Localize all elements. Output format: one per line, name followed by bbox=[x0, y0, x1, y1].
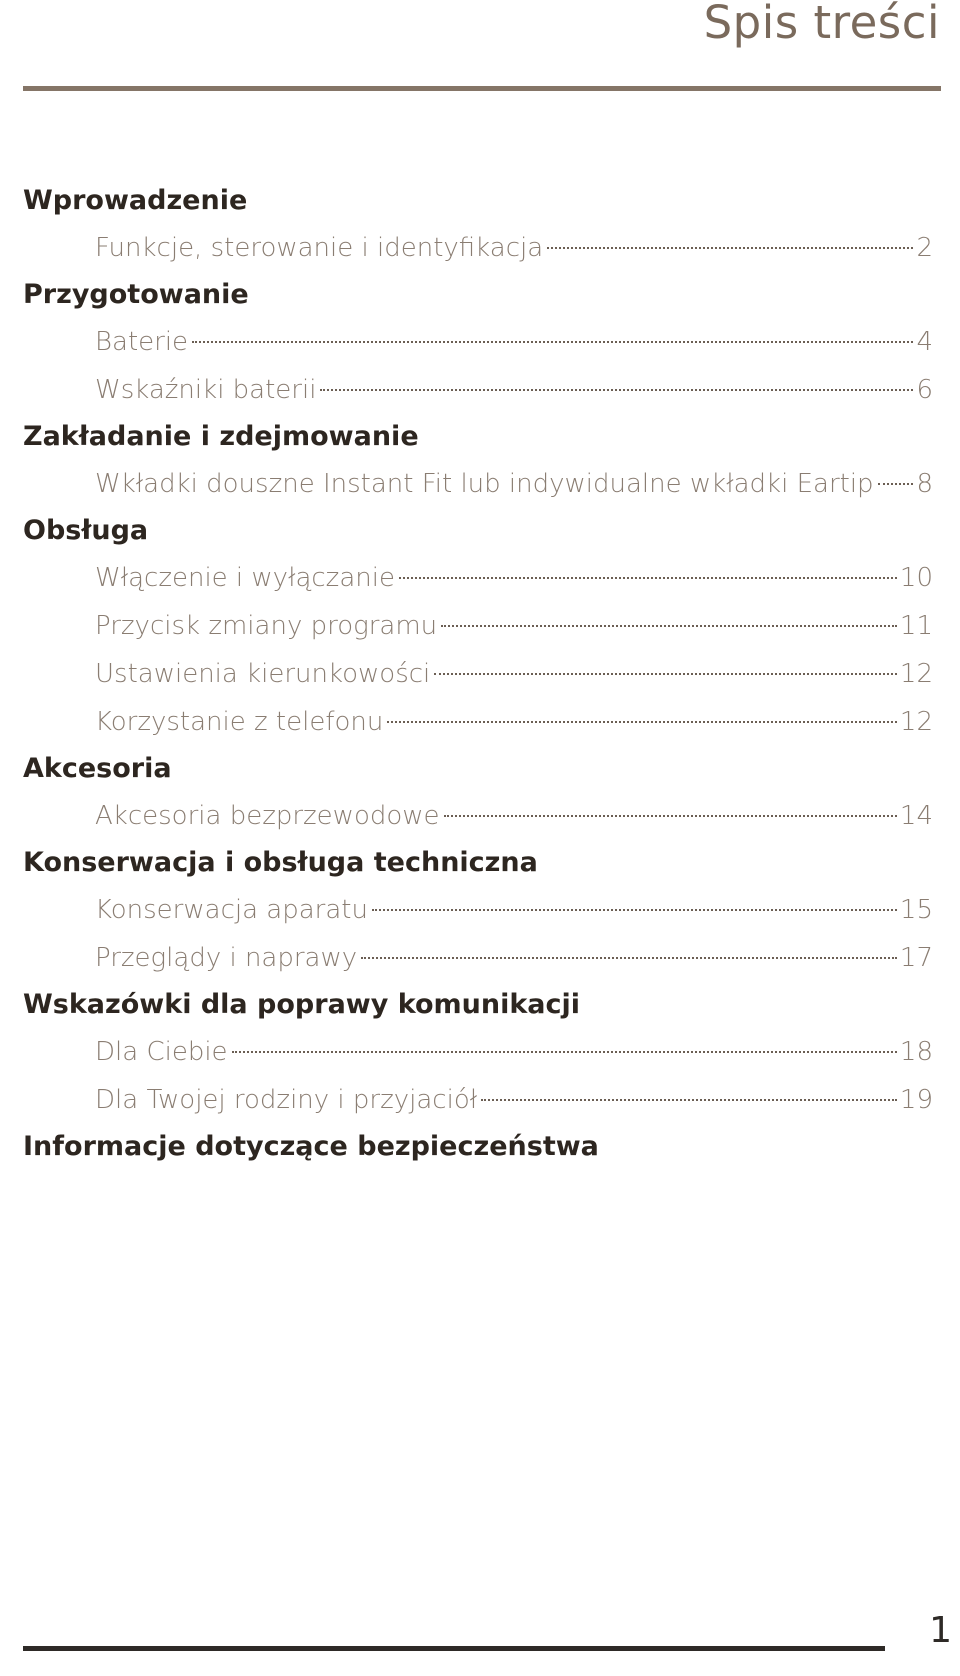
dot-leader bbox=[361, 957, 897, 959]
toc-entry-label: Akcesoria bezprzewodowe bbox=[95, 801, 440, 831]
dot-leader bbox=[444, 815, 897, 817]
toc-entry-label: Dla Twojej rodziny i przyjaciół bbox=[95, 1085, 478, 1115]
toc-entry-page-number: 6 bbox=[916, 375, 933, 405]
toc-entry-page-number: 8 bbox=[916, 469, 933, 499]
toc-entry-label: Wskaźniki baterii bbox=[95, 375, 317, 405]
toc-entry-label: Przeglądy i naprawy bbox=[95, 943, 358, 973]
toc-section-heading[interactable]: Akcesoria bbox=[23, 753, 172, 784]
toc-entry[interactable] bbox=[95, 318, 933, 366]
toc-entry[interactable] bbox=[95, 602, 933, 650]
toc-entry[interactable] bbox=[95, 366, 933, 414]
toc-entry[interactable] bbox=[95, 1028, 933, 1076]
dot-leader bbox=[192, 341, 913, 343]
footer-divider bbox=[23, 1646, 885, 1651]
toc-section-heading[interactable]: Wskazówki dla poprawy komunikacji bbox=[23, 989, 581, 1020]
toc-entry[interactable] bbox=[95, 698, 933, 746]
toc-entry-label: Wkładki douszne Instant Fit lub indywidualne wkładki Eartip bbox=[95, 469, 874, 499]
page-title: Spis treści bbox=[703, 0, 940, 49]
toc-entry[interactable] bbox=[95, 650, 933, 698]
toc-entry-page-number: 18 bbox=[899, 1037, 933, 1067]
toc-entry-label: Baterie bbox=[95, 327, 189, 357]
toc-entry-label: Funkcje, sterowanie i identyfikacja bbox=[95, 233, 544, 263]
toc-entry-page-number: 14 bbox=[899, 801, 933, 831]
dot-leader bbox=[387, 721, 897, 723]
dot-leader bbox=[320, 389, 913, 391]
toc-section-heading[interactable]: Zakładanie i zdejmowanie bbox=[23, 421, 419, 452]
table-of-contents bbox=[23, 178, 933, 1170]
toc-section-heading[interactable]: Przygotowanie bbox=[23, 279, 249, 310]
toc-entry-page-number: 10 bbox=[899, 563, 933, 593]
toc-entry-label: Włączenie i wyłączanie bbox=[95, 563, 395, 593]
toc-section-heading[interactable]: Informacje dotyczące bezpieczeństwa bbox=[23, 1131, 599, 1162]
toc-entry-label: Przycisk zmiany programu bbox=[95, 611, 438, 641]
toc-entry-label: Konserwacja aparatu bbox=[95, 895, 368, 925]
dot-leader bbox=[372, 909, 897, 911]
dot-leader bbox=[399, 577, 897, 579]
toc-entry-label: Ustawienia kierunkowości bbox=[95, 659, 431, 689]
toc-entry[interactable] bbox=[95, 934, 933, 982]
toc-section-heading[interactable]: Obsługa bbox=[23, 515, 149, 546]
dot-leader bbox=[232, 1051, 897, 1053]
toc-section-heading[interactable]: Konserwacja i obsługa techniczna bbox=[23, 847, 538, 878]
toc-entry-page-number: 2 bbox=[916, 233, 933, 263]
toc-entry-page-number: 12 bbox=[899, 707, 933, 737]
toc-entry-page-number: 19 bbox=[899, 1085, 933, 1115]
toc-entry-page-number: 12 bbox=[899, 659, 933, 689]
toc-entry-label: Dla Ciebie bbox=[95, 1037, 228, 1067]
toc-entry[interactable] bbox=[95, 886, 933, 934]
toc-entry[interactable] bbox=[95, 1076, 933, 1124]
dot-leader bbox=[434, 673, 897, 675]
toc-entry-page-number: 17 bbox=[899, 943, 933, 973]
toc-entry-page-number: 4 bbox=[916, 327, 933, 357]
toc-entry-page-number: 11 bbox=[899, 611, 933, 641]
toc-section-heading[interactable]: Wprowadzenie bbox=[23, 185, 248, 216]
toc-entry[interactable] bbox=[95, 554, 933, 602]
toc-entry[interactable] bbox=[95, 460, 933, 508]
dot-leader bbox=[547, 247, 913, 249]
title-divider bbox=[23, 86, 941, 91]
toc-entry-page-number: 15 bbox=[899, 895, 933, 925]
dot-leader bbox=[878, 483, 914, 485]
toc-entry[interactable] bbox=[95, 792, 933, 840]
dot-leader bbox=[481, 1099, 897, 1101]
toc-entry[interactable] bbox=[95, 224, 933, 272]
page-number: 1 bbox=[929, 1610, 952, 1651]
toc-entry-label: Korzystanie z telefonu bbox=[95, 707, 384, 737]
dot-leader bbox=[441, 625, 897, 627]
